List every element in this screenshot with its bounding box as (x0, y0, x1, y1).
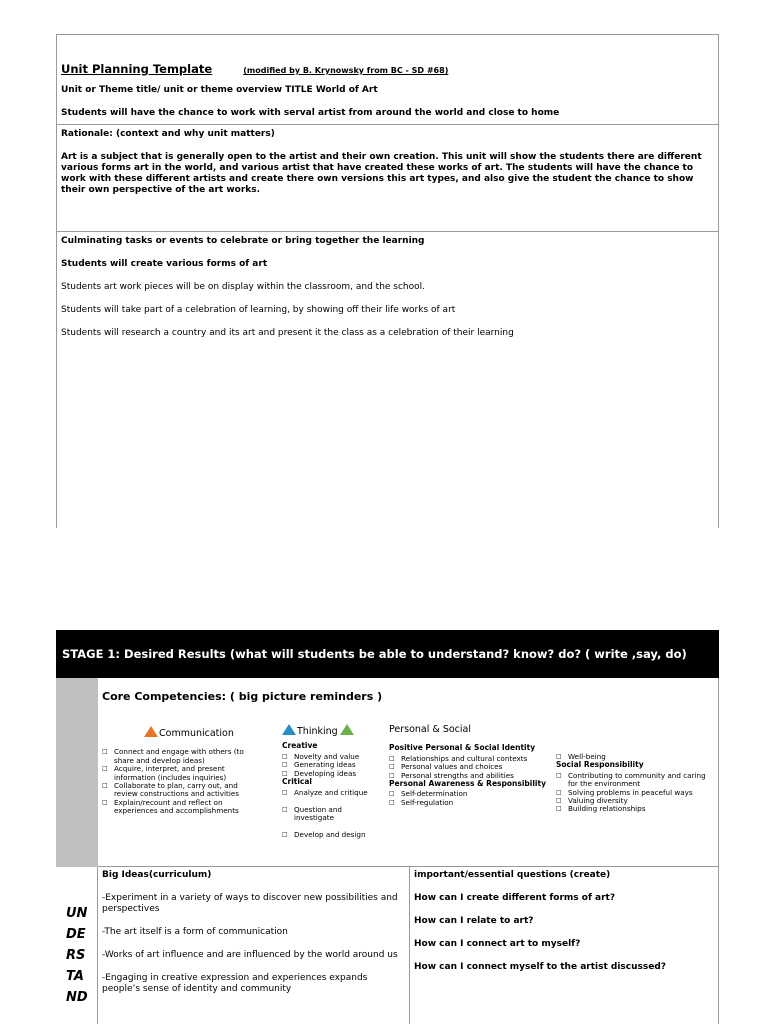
thinking-label: Thinking (297, 726, 338, 737)
culminating-cell (57, 232, 718, 529)
awareness-item: □ Self-regulation (389, 799, 557, 807)
big-idea: -Experiment in a variety of ways to discover new possibilities and perspectives (102, 893, 398, 914)
wellbeing-item: □ Well-being (556, 753, 716, 761)
social-column (556, 753, 716, 814)
rationale-cell (57, 125, 718, 232)
communication-column (102, 726, 262, 816)
understand-side (56, 867, 98, 1024)
unit-plan-page (56, 34, 719, 528)
creative-label: Creative (282, 741, 318, 751)
big-idea: -Engaging in creative expression and experiences expands people’s sense of identity and community (102, 973, 368, 994)
big-ideas-cell (98, 867, 410, 1024)
page-title: Unit Planning Template (61, 62, 213, 76)
rationale-label: Rationale: (context and why unit matters) (61, 129, 275, 139)
identity-item: □ Relationships and cultural contexts (389, 755, 557, 763)
critical-item: □ Question and investigate (282, 806, 352, 823)
communication-item: □ Acquire, interpret, and present information (includes inquiries) (102, 765, 262, 782)
communication-item: □ Explain/recount and reflect on experiences and accomplishments (102, 799, 262, 816)
culminating-item: Students will take part of a celebration of learning, by showing off their life works of art (61, 305, 456, 315)
creative-item: □ Generating ideas (282, 761, 388, 769)
social-item: □ Contributing to community and caring for the environment (556, 772, 716, 789)
awareness-item: □ Self-determination (389, 790, 557, 798)
communication-icon (144, 726, 158, 737)
side-band (56, 678, 98, 867)
understand-syllable: ND (66, 990, 88, 1005)
big-idea: -The art itself is a form of communication (102, 927, 288, 937)
essential-question: How can I connect art to myself? (414, 939, 581, 949)
culminating-item: Students art work pieces will be on display within the classroom, and the school. (61, 282, 426, 292)
thinking-icon-secondary (340, 724, 354, 735)
communication-label: Communication (159, 728, 234, 739)
creative-item: □ Novelty and value (282, 753, 388, 761)
essential-questions-label: important/essential questions (create) (414, 870, 611, 880)
social-responsibility-label: Social Responsibility (556, 760, 644, 770)
culminating-bold: Students will create various forms of art (61, 259, 268, 269)
critical-label: Critical (282, 777, 313, 787)
understand-syllable: RS (66, 948, 86, 963)
critical-item: □ Analyze and critique (282, 789, 388, 797)
personal-social-label: Personal & Social (389, 724, 471, 735)
personal-social-column (389, 726, 557, 807)
big-ideas-label: Big Ideas(curriculum) (102, 870, 212, 880)
culminating-item: Students will research a country and its art and present it the class as a celebration of their learning (61, 328, 514, 338)
understand-section (56, 867, 719, 1024)
social-item: □ Solving problems in peaceful ways (556, 789, 716, 797)
creative-item: □ Developing ideas (282, 770, 388, 778)
unit-title-line: Unit or Theme title/ unit or theme overview TITLE World of Art (61, 85, 378, 95)
big-idea: -Works of art influence and are influenced by the world around us (102, 950, 398, 960)
core-competencies-section (56, 678, 719, 867)
title-modifier: (modified by B. Krynowsky from BC - SD #68) (243, 66, 449, 75)
culminating-label: Culminating tasks or events to celebrate or bring together the learning (61, 236, 425, 246)
essential-questions-cell (410, 867, 718, 1024)
title-cell (57, 35, 718, 125)
awareness-label: Personal Awareness & Responsibility (389, 779, 546, 789)
communication-item: □ Connect and engage with others (to share and develop ideas) (102, 748, 262, 765)
essential-question: How can I create different forms of art? (414, 893, 616, 903)
social-item: □ Valuing diversity (556, 797, 716, 805)
understand-syllable: UN (66, 906, 88, 921)
essential-question: How can I relate to art? (414, 916, 534, 926)
understand-syllable: TA (66, 969, 84, 984)
thinking-icon (282, 724, 296, 735)
social-item: □ Building relationships (556, 805, 716, 813)
communication-item: □ Collaborate to plan, carry out, and review constructions and activities (102, 782, 262, 799)
identity-item: □ Personal values and choices (389, 763, 557, 771)
stage1-header: STAGE 1: Desired Results (what will students be able to understand? know? do? ( write ,say, do) (56, 630, 719, 678)
core-competencies-title: Core Competencies: ( big picture reminders ) (102, 690, 383, 703)
unit-overview: Students will have the chance to work with serval artist from around the world and close to home (61, 108, 560, 118)
rationale-text: Art is a subject that is generally open to the artist and their own creation. This unit will show the students there are different various forms art in the world, and various artist that have created these works of art. The students will have the chance to work with these different artists and create there own versions this art types, and also give the student the chance to show their own perspective of the art works. (61, 152, 702, 195)
thinking-column (282, 724, 388, 839)
identity-label: Positive Personal & Social Identity (389, 743, 536, 753)
understand-label (66, 903, 88, 1008)
understand-syllable: DE (66, 927, 86, 942)
essential-question: How can I connect myself to the artist discussed? (414, 962, 667, 972)
critical-item: □ Develop and design (282, 831, 388, 839)
identity-item: □ Personal strengths and abilities (389, 772, 557, 780)
stage1-page (56, 630, 719, 1024)
